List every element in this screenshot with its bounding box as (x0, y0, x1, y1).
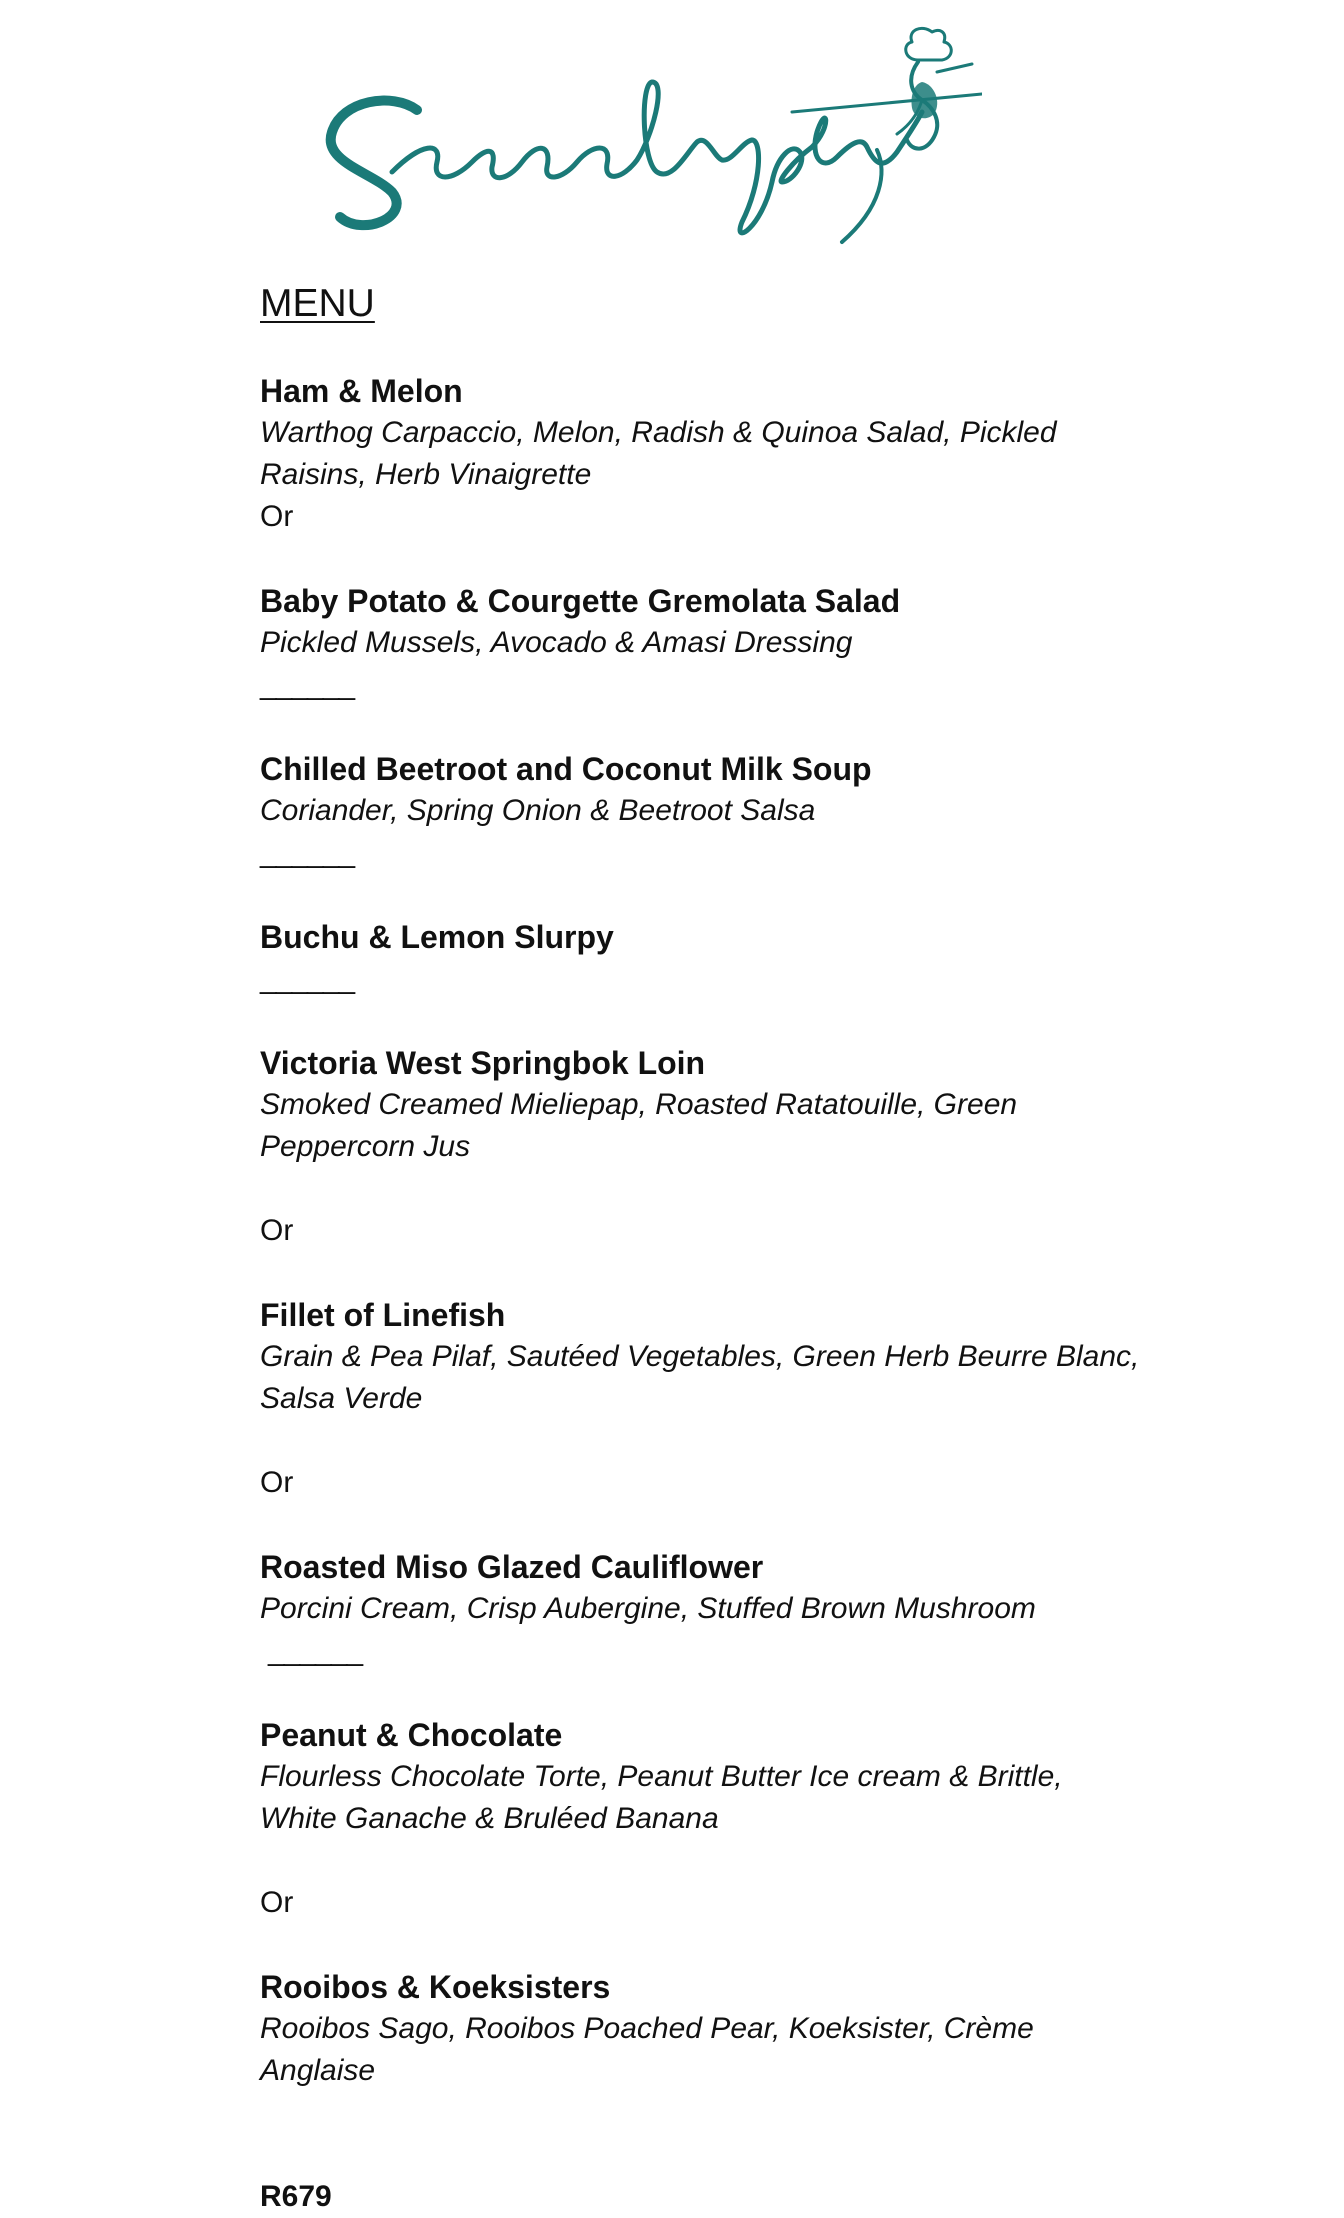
or-label: Or (260, 1466, 294, 1499)
or-label: Or (260, 1886, 294, 1919)
or-label: Or (260, 1214, 294, 1247)
dish-name: Baby Potato & Courgette Gremolata Salad (260, 583, 901, 619)
dish-description: Pickled Mussels, Avocado & Amasi Dressing (260, 626, 853, 659)
course-separator: ______ (260, 962, 355, 995)
dish-name: Roasted Miso Glazed Cauliflower (260, 1549, 764, 1585)
dish-name: Victoria West Springbok Loin (260, 1045, 706, 1081)
dish-description: Porcini Cream, Crisp Aubergine, Stuffed Brown Mushroom (260, 1592, 1036, 1625)
menu-title: MENU (260, 282, 375, 325)
menu-content (260, 282, 1260, 2218)
dish-description: Coriander, Spring Onion & Beetroot Salsa (260, 794, 816, 827)
dish-name: Fillet of Linefish (260, 1297, 506, 1333)
dish-name: Peanut & Chocolate (260, 1717, 563, 1753)
dish-name: Chilled Beetroot and Coconut Milk Soup (260, 751, 872, 787)
dish-name: Ham & Melon (260, 373, 463, 409)
course-separator: ______ (260, 836, 355, 869)
serendipity-logo (322, 22, 982, 272)
dish-name: Buchu & Lemon Slurpy (260, 919, 614, 955)
dish-name: Rooibos & Koeksisters (260, 1969, 611, 2005)
dish-description: Rooibos Sago, Rooibos Poached Pear, Koeksister, Crème Anglaise (260, 2012, 1034, 2087)
dish-description: Flourless Chocolate Torte, Peanut Butter Ice cream & Brittle, White Ganache & Bruléed Banana (260, 1760, 1063, 1835)
menu-price: R679 (260, 2180, 332, 2213)
dish-description: Warthog Carpaccio, Melon, Radish & Quinoa Salad, Pickled Raisins, Herb Vinaigrette (260, 416, 1057, 491)
dish-description: Grain & Pea Pilaf, Sautéed Vegetables, Green Herb Beurre Blanc, Salsa Verde (260, 1340, 1140, 1415)
or-label: Or (260, 500, 294, 533)
course-separator: ______ (268, 1634, 363, 1667)
course-separator: ______ (260, 668, 355, 701)
dish-description: Smoked Creamed Mieliepap, Roasted Ratatouille, Green Peppercorn Jus (260, 1088, 1018, 1163)
